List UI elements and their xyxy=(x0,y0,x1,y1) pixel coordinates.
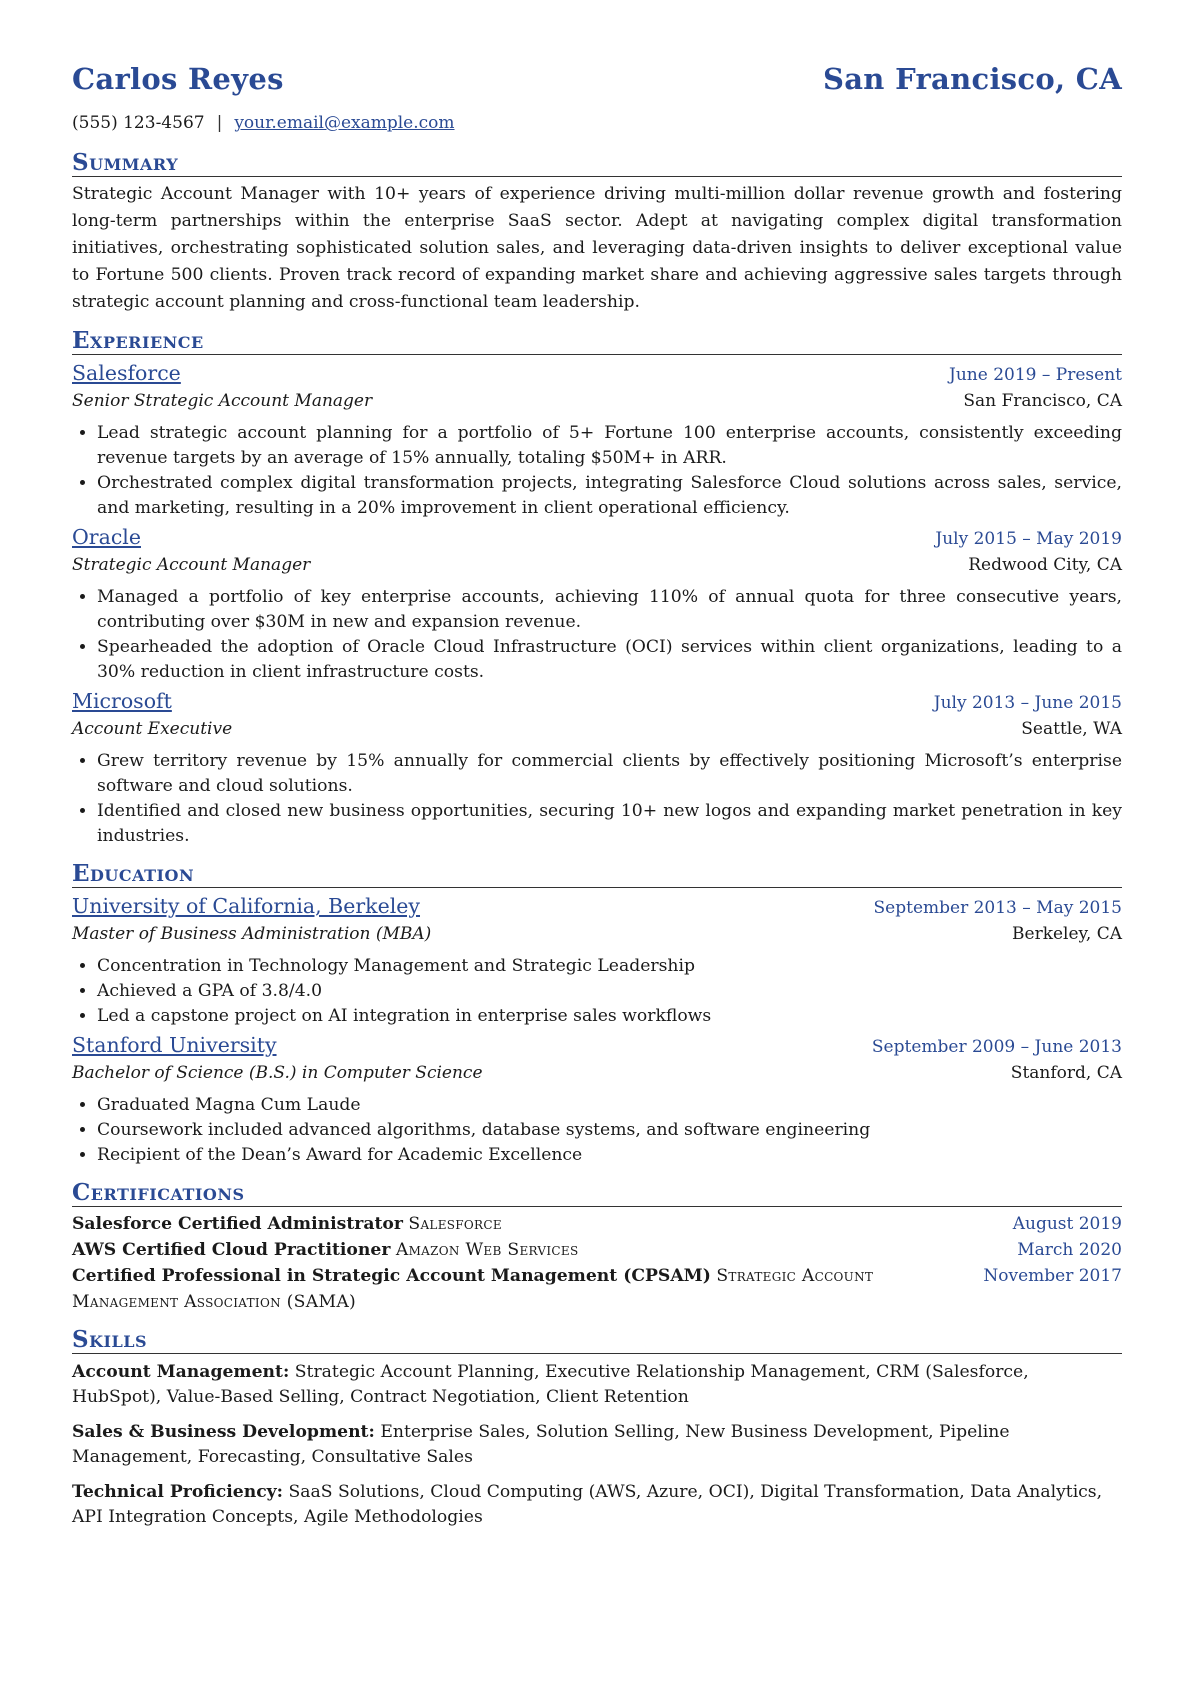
bullet-list xyxy=(72,1093,1122,1168)
skill-group xyxy=(72,1480,1122,1530)
certifications-heading: Certifications xyxy=(72,1180,1122,1207)
bullet-item: • Graduated Magna Cum Laude xyxy=(97,1093,1122,1118)
certification-date: August 2019 xyxy=(1012,1214,1122,1234)
certification-issuer: Amazon Web Services xyxy=(395,1240,579,1260)
bullet-item: • Spearheaded the adoption of Oracle Cloud Infrastructure (OCI) services within client organizations, leading to a 30% reduction in client infrastructure costs. xyxy=(97,635,1122,685)
job-location: San Francisco, CA xyxy=(963,391,1122,411)
skill-text: SaaS Solutions, Cloud Computing (AWS, Azure, OCI), Digital Transformation, Data Analytics, API Integration Concepts, Agile Methodologies xyxy=(72,1482,1103,1527)
certification-item xyxy=(72,1237,1122,1263)
employer-link[interactable]: Microsoft xyxy=(72,689,172,713)
email-link[interactable]: your.email@example.com xyxy=(234,113,455,133)
bullet-item: • Coursework included advanced algorithms, database systems, and software engineering xyxy=(97,1118,1122,1143)
job-location: Seattle, WA xyxy=(1021,719,1122,739)
experience-entry xyxy=(72,359,1122,521)
education-dates: September 2009 – June 2013 xyxy=(871,1037,1122,1057)
skill-label: Sales & Business Development: xyxy=(72,1422,375,1442)
employment-dates: July 2013 – June 2015 xyxy=(933,693,1122,713)
employment-dates: June 2019 – Present xyxy=(949,365,1122,385)
bullet-item: • Lead strategic account planning for a portfolio of 5+ Fortune 100 enterprise accounts, consistently exceeding revenue targets by an average of 15% annually, totaling $50M+ in ARR. xyxy=(97,421,1122,471)
bullet-item: • Led a capstone project on AI integration in enterprise sales workflows xyxy=(97,1004,1122,1029)
bullet-list xyxy=(72,421,1122,521)
skill-group xyxy=(72,1360,1122,1410)
skills-heading: Skills xyxy=(72,1327,1122,1354)
skill-label: Account Management: xyxy=(72,1362,290,1382)
resume-page xyxy=(72,62,1122,1530)
contact-line xyxy=(72,108,1122,138)
certification-name: Certified Professional in Strategic Account Management (CPSAM) xyxy=(72,1266,711,1286)
certification-item xyxy=(72,1263,1122,1315)
bullet-item: • Managed a portfolio of key enterprise accounts, achieving 110% of annual quota for three consecutive years, contributing over $30M in new and expansion revenue. xyxy=(97,585,1122,635)
bullet-item: • Grew territory revenue by 15% annually for commercial clients by effectively positioning Microsoft’s enterprise software and cloud solutions. xyxy=(97,749,1122,799)
certification-name: Salesforce Certified Administrator xyxy=(72,1214,403,1234)
certifications-section xyxy=(72,1180,1122,1315)
summary-heading: Summary xyxy=(72,150,1122,177)
bullet-list xyxy=(72,585,1122,685)
skills-section xyxy=(72,1327,1122,1530)
bullet-list xyxy=(72,954,1122,1029)
education-heading: Education xyxy=(72,861,1122,888)
certification-name: AWS Certified Cloud Practitioner xyxy=(72,1240,391,1260)
resume-header xyxy=(72,62,1122,104)
contact-separator: | xyxy=(216,113,223,133)
education-section xyxy=(72,861,1122,1168)
education-entry xyxy=(72,1031,1122,1168)
job-title: Account Executive xyxy=(72,719,233,739)
candidate-name: Carlos Reyes xyxy=(72,62,284,96)
bullet-item: • Orchestrated complex digital transformation projects, integrating Salesforce Cloud solutions across sales, service, and marketing, resulting in a 20% improvement in client operational efficiency. xyxy=(97,471,1122,521)
institution-location: Stanford, CA xyxy=(1010,1063,1122,1083)
experience-heading: Experience xyxy=(72,328,1122,355)
institution-location: Berkeley, CA xyxy=(1012,924,1122,944)
job-title: Senior Strategic Account Manager xyxy=(72,391,373,411)
degree-title: Master of Business Administration (MBA) xyxy=(72,924,432,944)
skill-text: Enterprise Sales, Solution Selling, New Business Development, Pipeline Management, Forecasting, Consultative Sales xyxy=(72,1422,1010,1467)
bullet-item: • Recipient of the Dean’s Award for Academic Excellence xyxy=(97,1143,1122,1168)
bullet-item: • Concentration in Technology Management and Strategic Leadership xyxy=(97,954,1122,979)
experience-entry xyxy=(72,687,1122,849)
institution-link[interactable]: Stanford University xyxy=(72,1033,277,1057)
skill-group xyxy=(72,1420,1122,1470)
employment-dates: July 2015 – May 2019 xyxy=(935,529,1122,549)
job-title: Strategic Account Manager xyxy=(72,555,311,575)
employer-link[interactable]: Oracle xyxy=(72,525,141,549)
skill-label: Technical Proficiency: xyxy=(72,1482,284,1502)
certification-date: November 2017 xyxy=(983,1266,1122,1286)
employer-link[interactable]: Salesforce xyxy=(72,361,181,385)
experience-entry xyxy=(72,523,1122,685)
candidate-location: San Francisco, CA xyxy=(822,62,1122,96)
education-entry xyxy=(72,892,1122,1029)
certification-date: March 2020 xyxy=(1017,1240,1122,1260)
education-dates: September 2013 – May 2015 xyxy=(873,898,1122,918)
summary-section xyxy=(72,150,1122,316)
job-location: Redwood City, CA xyxy=(968,555,1122,575)
skill-text: Strategic Account Planning, Executive Relationship Management, CRM (Salesforce, HubSpot), Value-Based Selling, Contract Negotiation, Client Retention xyxy=(72,1362,1029,1407)
experience-section xyxy=(72,328,1122,849)
certification-issuer: Strategic Account Management Association (SAMA) xyxy=(72,1266,874,1312)
bullet-item: • Achieved a GPA of 3.8/4.0 xyxy=(97,979,1122,1004)
degree-title: Bachelor of Science (B.S.) in Computer Science xyxy=(72,1063,483,1083)
certification-issuer: Salesforce xyxy=(408,1214,502,1234)
bullet-item: • Identified and closed new business opportunities, securing 10+ new logos and expanding market penetration in key industries. xyxy=(97,799,1122,849)
phone-number: (555) 123-4567 xyxy=(72,113,205,133)
institution-link[interactable]: University of California, Berkeley xyxy=(72,894,420,918)
bullet-list xyxy=(72,749,1122,849)
certification-item xyxy=(72,1211,1122,1237)
summary-text: Strategic Account Manager with 10+ years of experience driving multi-million dollar revenue growth and fostering long-term partnerships within the enterprise SaaS sector. Adept at navigating complex digital transformation initiatives, orchestrating sophisticated solution sales, and leveraging data-driven insights to deliver exceptional value to Fortune 500 clients. Proven track record of expanding market share and achieving aggressive sales targets through strategic account planning and cross-functional team leadership. xyxy=(72,184,1122,312)
